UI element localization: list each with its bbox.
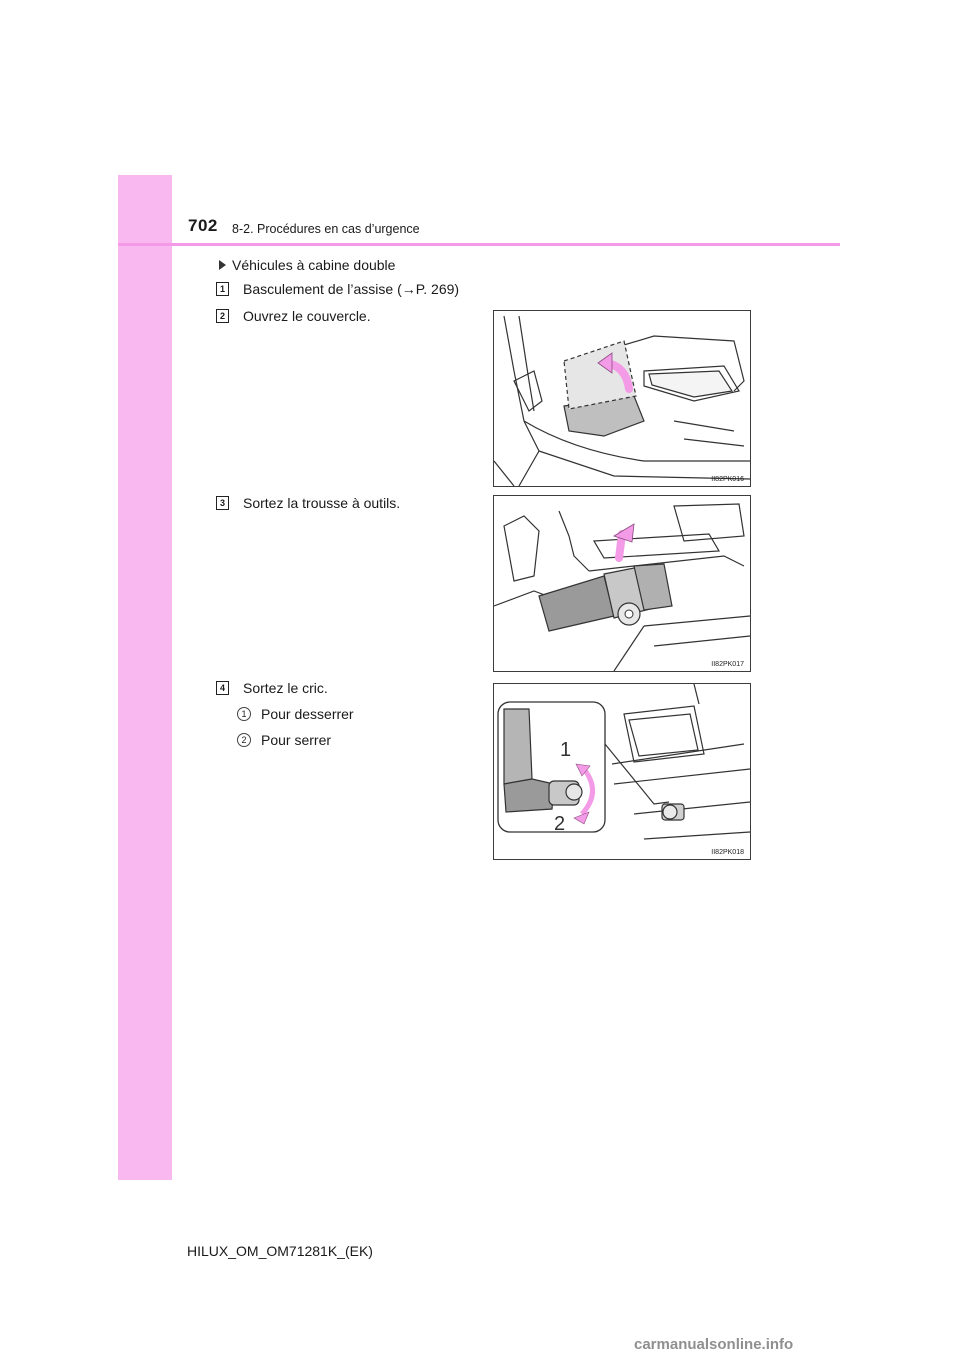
bullet-text: Véhicules à cabine double xyxy=(232,257,396,273)
substep-number: 2 xyxy=(237,733,251,747)
step-number: 3 xyxy=(216,496,229,510)
substep-text: Pour serrer xyxy=(261,732,332,748)
step-text: Ouvrez le couvercle. xyxy=(243,308,371,324)
step-text: Sortez le cric. xyxy=(243,680,328,696)
substep-number: 1 xyxy=(237,707,251,721)
step-number: 1 xyxy=(216,282,229,296)
header-rule xyxy=(118,243,840,246)
figure-open-cover xyxy=(493,310,751,487)
step-4 xyxy=(216,680,328,696)
tool-bag-illustration xyxy=(494,496,750,671)
callout-1: 1 xyxy=(560,739,572,761)
watermark: carmanualsonline.info xyxy=(634,1336,794,1353)
substep-text: Pour desserrer xyxy=(261,706,354,722)
step-3 xyxy=(216,495,400,511)
document-code: HILUX_OM_OM71281K_(EK) xyxy=(187,1243,373,1259)
cover-illustration xyxy=(494,311,750,486)
step-text: Basculement de l’assise (→P. 269) xyxy=(243,281,460,297)
step-1 xyxy=(216,281,459,297)
callout-2: 2 xyxy=(554,813,566,835)
step-number: 2 xyxy=(216,309,229,323)
substep-2 xyxy=(237,732,331,748)
figure-code: II82PK018 xyxy=(711,849,744,856)
step-text: Sortez la trousse à outils. xyxy=(243,495,401,511)
section-title: 8-2. Procédures en cas d’urgence xyxy=(232,222,420,236)
substep-1 xyxy=(237,706,354,722)
step-number: 4 xyxy=(216,681,229,695)
figure-code: II82PK016 xyxy=(711,476,744,483)
figure-tool-bag xyxy=(493,495,751,672)
step-2 xyxy=(216,308,371,324)
vehicle-type-bullet xyxy=(219,257,395,273)
jack-illustration xyxy=(494,684,750,859)
figure-code: II82PK017 xyxy=(711,661,744,668)
page-number: 702 xyxy=(188,216,218,235)
triangle-bullet-icon xyxy=(219,260,226,270)
side-tab-band xyxy=(118,175,172,1180)
figure-jack xyxy=(493,683,751,860)
